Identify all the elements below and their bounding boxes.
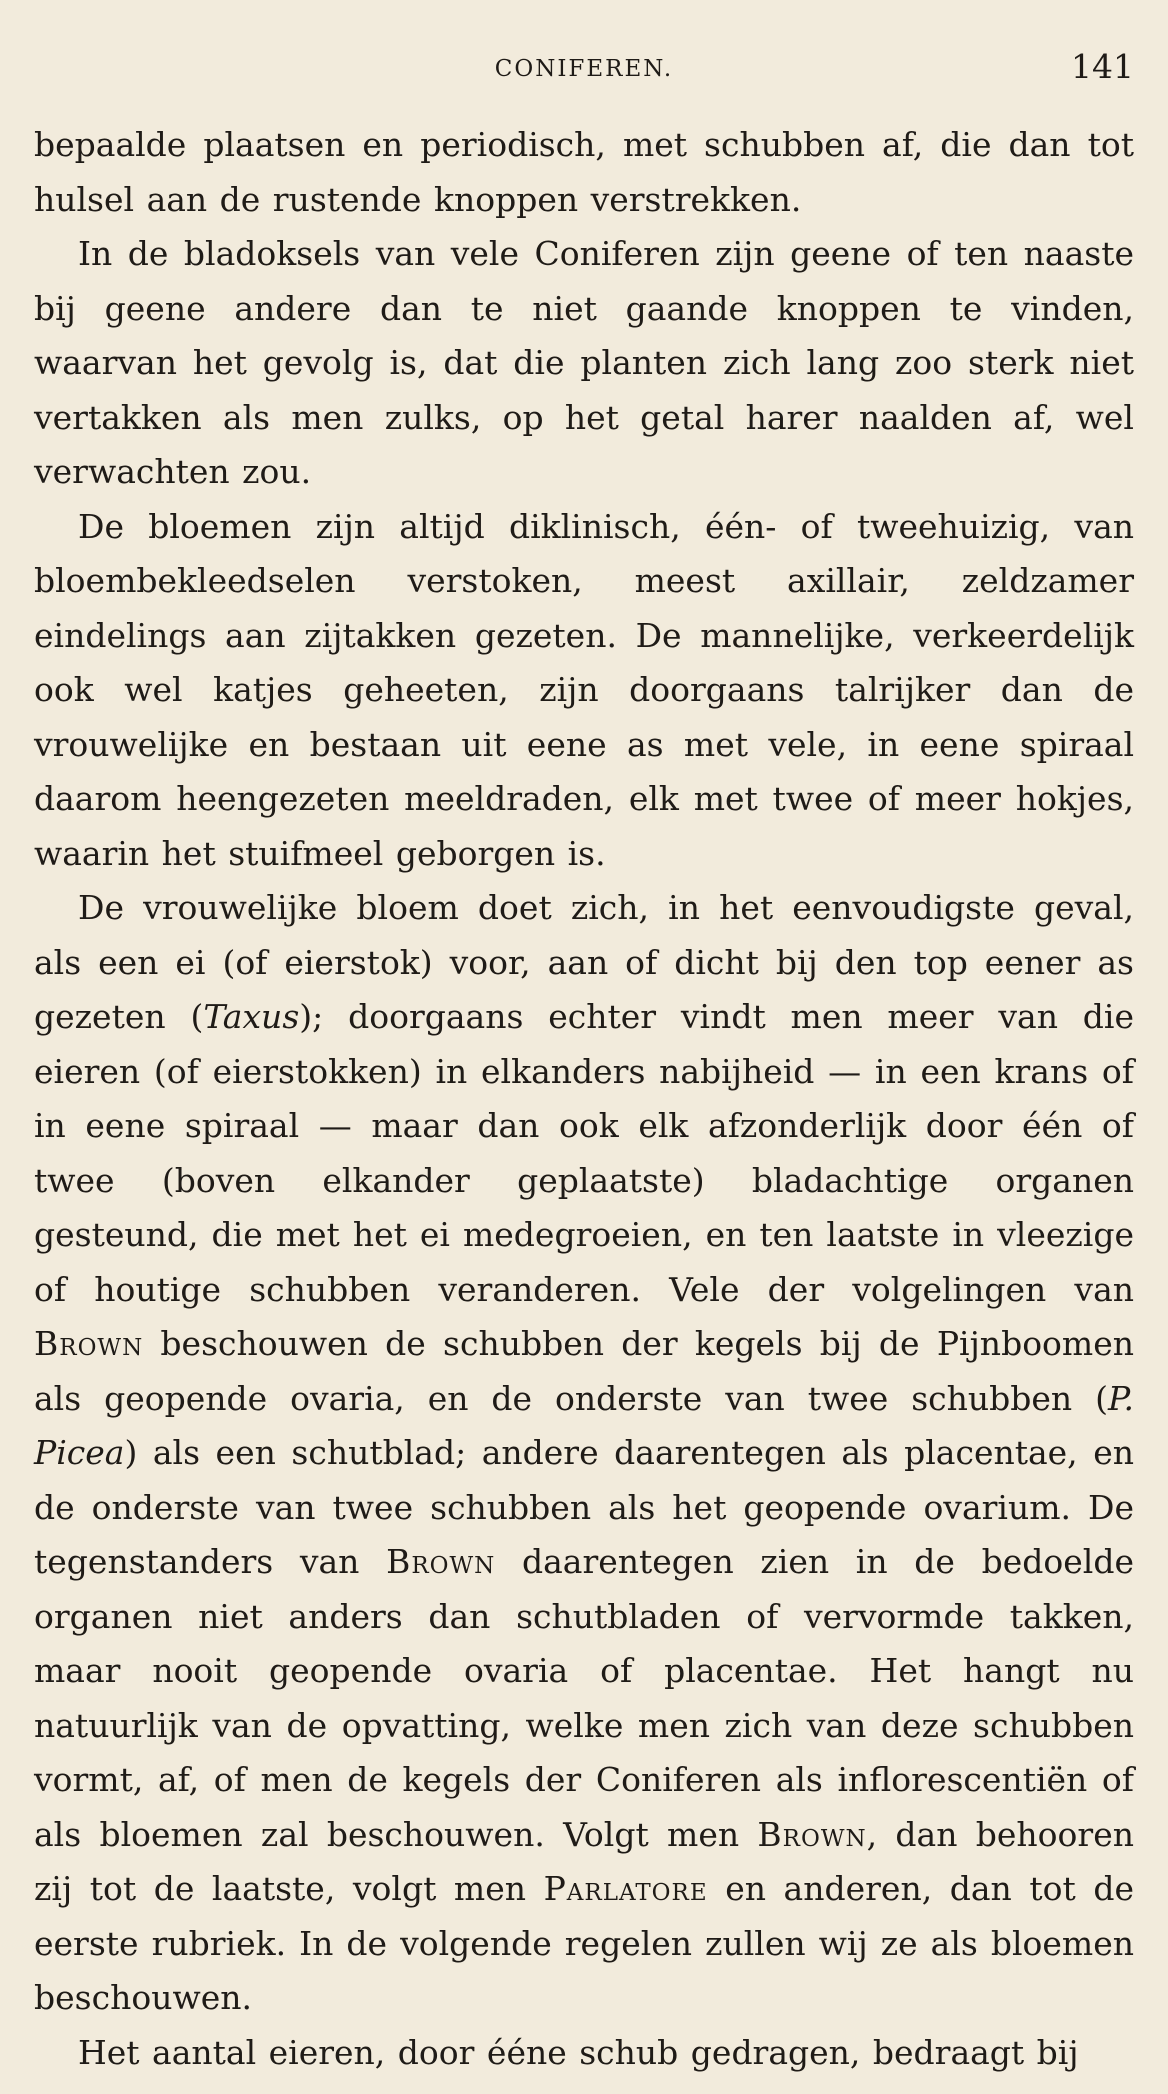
text-run: bepaalde plaatsen en periodisch, met schubben af, die dan tot hulsel aan de rustende knoppen verstrekken. — [34, 125, 1134, 219]
text-run: ) als een schutblad; andere daarentegen als placentae, en de onderste van twee schubben als het geopende ovarium. De tegenstanders van — [34, 1433, 1134, 1581]
text-run: daarentegen zien in de bedoelde organen niet anders dan schutbladen of vervormde takken, maar nooit geopende ovaria of placentae. Het hangt nu natuurlijk van de opvatting, welke men zich van deze schubben vormt, af, of men de kegels der Coniferen als inflorescentiën of als bloemen zal beschouwen. Volgt men — [34, 1542, 1134, 1854]
paragraph-3 — [34, 500, 1134, 882]
text-run: beschouwen de schubben der kegels bij de Pijnboomen als geopende ovaria, en de onderste van twee schubben ( — [34, 1324, 1134, 1418]
text-run: Het aantal eieren, door ééne schub gedragen, bedraagt bij — [78, 2032, 1079, 2072]
text-run: ); doorgaans echter vindt men meer van die eieren (of eierstokken) in elkanders nabijheid — in een krans of in eene spiraal — maar dan ook elk afzonderlijk door één of twee (boven elkander geplaatste) bladachtige organen gesteund, die met het ei medegroeien, en ten laatste in vleezige of houtige schubben veranderen. Vele der volgelingen van — [34, 997, 1134, 1309]
text-run: en anderen, dan tot de eerste rubriek. In de volgende regelen zullen wij ze als bloemen beschouwen. — [34, 1869, 1134, 2017]
text-run: In de bladoksels van vele Coniferen zijn geene of ten naaste bij geene andere dan te niet gaande knoppen te vinden, waarvan het gevolg is, dat die planten zich lang zoo sterk niet vertakken als men zulks, op het getal harer naalden af, wel verwachten zou. — [34, 234, 1134, 491]
author-name: Brown — [386, 1542, 496, 1581]
paragraph-2 — [34, 227, 1134, 500]
text-run: De vrouwelijke bloem doet zich, in het eenvoudigste geval, als een ei (of eierstok) voor, aan of dicht bij den top eener as gezeten ( — [34, 888, 1134, 1036]
paragraph-4 — [34, 881, 1134, 2026]
paragraph-1 — [34, 118, 1134, 227]
text-run: , dan behooren zij tot de laatste, volgt men — [34, 1814, 1134, 1908]
author-name: Parlatore — [543, 1869, 708, 1908]
author-name: Brown — [757, 1814, 867, 1854]
body-text — [34, 118, 1134, 2080]
author-name: Brown — [34, 1324, 144, 1363]
running-title: CONIFEREN. — [494, 56, 674, 82]
text-run: De bloemen zijn altijd diklinisch, één- of tweehuizig, van bloembekleedselen verstoken, meest axillair, zeldzamer eindelings aan zijtakken gezeten. De mannelijke, verkeerdelijk ook wel katjes geheeten, zijn doorgaans talrijker dan de vrouwelijke en bestaan uit eene as met vele, in eene spiraal daarom heengezeten meeldraden, elk met twee of meer hokjes, waarin het stuifmeel geborgen is. — [34, 506, 1134, 873]
page-number: 141 — [1071, 47, 1134, 86]
italic-term: Taxus — [203, 997, 300, 1036]
page-header — [34, 47, 1134, 90]
italic-term: P. Picea — [34, 1378, 1134, 1472]
paragraph-5 — [34, 2026, 1134, 2081]
